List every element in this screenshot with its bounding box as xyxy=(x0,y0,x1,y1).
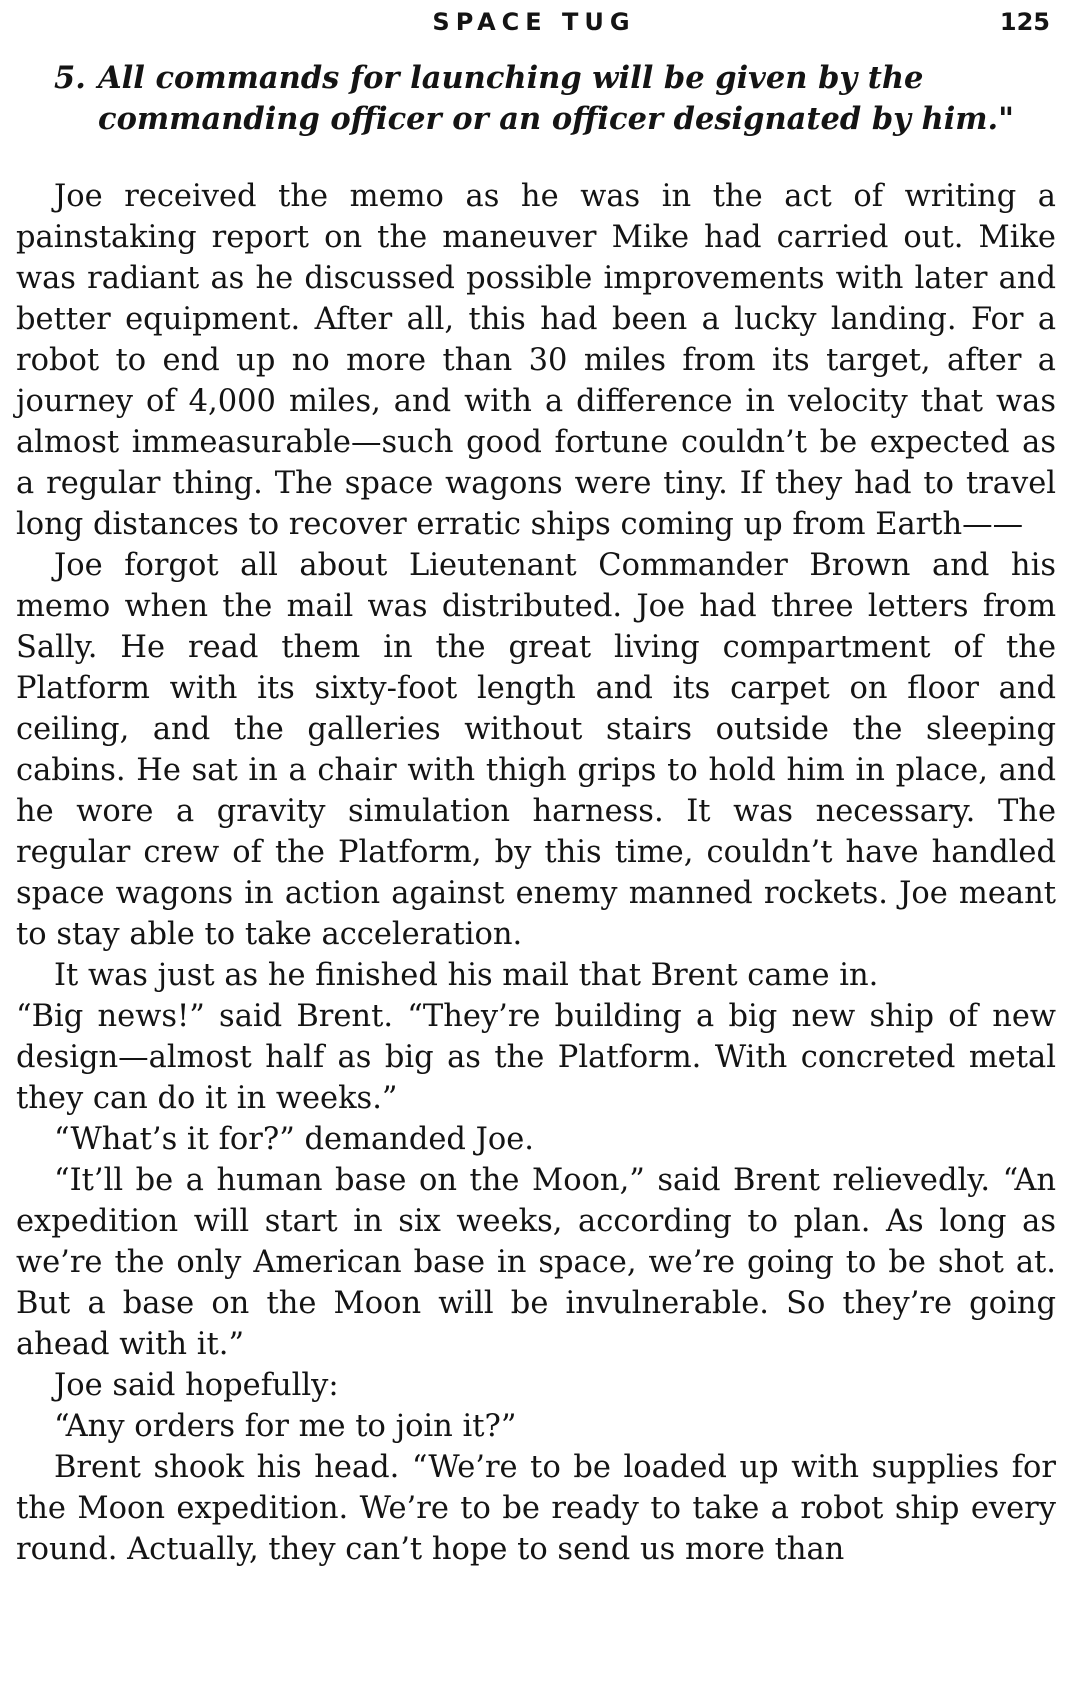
paragraph-brent-shook-head: Brent shook his head. “We’re to be loaded up with supplies for the Moon expedition. We’re to be ready to take a robot ship every round. Actually, they can’t hope to send us more than xyxy=(16,1450,1056,1567)
running-head xyxy=(0,8,1068,48)
paragraph-any-orders: “Any orders for me to join it?” xyxy=(54,1409,517,1444)
paragraph-big-news: “Big news!” said Brent. “They’re building a big new ship of new design—almost half as big as the Platform. With concreted metal they can do it in weeks.” xyxy=(16,999,1056,1116)
memo-rule-item xyxy=(16,58,1056,140)
paragraph-whats-it-for: “What’s it for?” demanded Joe. xyxy=(54,1122,534,1157)
memo-rule-text: All commands for launching will be given by the commanding officer or an officer designated by him." xyxy=(98,60,1015,137)
memo-rule-number: 5. xyxy=(54,60,86,96)
running-title: SPACE TUG xyxy=(432,8,636,36)
page-number: 125 xyxy=(999,8,1050,36)
paragraph-moon-base: “It’ll be a human base on the Moon,” said Brent relievedly. “An expedition will start in six weeks, according to plan. As long as we’re the only American base in space, we’re going to be shot at. But a base on the Moon will be invulnerable. So they’re going ahead with it.” xyxy=(16,1163,1056,1362)
body-text xyxy=(16,58,1056,1570)
paragraph-memo-received: Joe received the memo as he was in the act of writing a painstaking report on the maneuver Mike had carried out. Mike was radiant as he discussed possible improvements with later and better equipment. After all, this had been a lucky landing. For a robot to end up no more than 30 miles from its target, after a journey of 4,000 miles, and with a difference in velocity that was almost immeasurable—such good fortune couldn’t be expected as a regular thing. The space wagons were tiny. If they had to travel long distances to recover erratic ships coming up from Earth—— xyxy=(16,179,1056,542)
paragraph-mail-from-sally: Joe forgot all about Lieutenant Commander Brown and his memo when the mail was distributed. Joe had three letters from Sally. He read them in the great living compartment of the Platform with its sixty-foot length and its carpet on floor and ceiling, and the galleries without stairs outside the sleeping cabins. He sat in a chair with thigh grips to hold him in place, and he wore a gravity simulation harness. It was necessary. The regular crew of the Platform, by this time, couldn’t have handled space wagons in action against enemy manned rockets. Joe meant to stay able to take acceleration. xyxy=(16,548,1056,952)
paragraph-joe-hopefully: Joe said hopefully: xyxy=(54,1368,339,1403)
paragraph-brent-came-in: It was just as he finished his mail that Brent came in. xyxy=(54,958,879,993)
